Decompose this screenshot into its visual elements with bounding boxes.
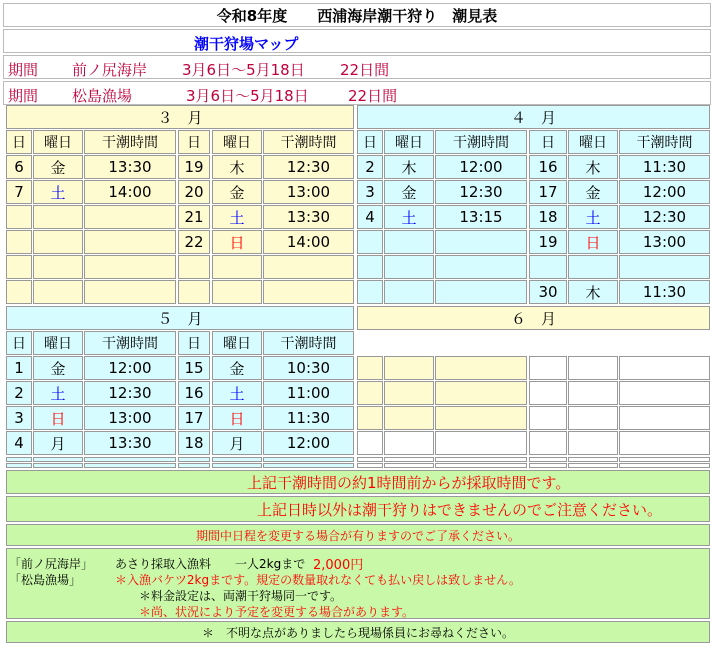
time-cell: 13:00 — [84, 406, 176, 430]
period-row-maenoshiri — [3, 55, 711, 79]
time-cell: 11:30 — [263, 406, 354, 430]
day-cell: 4 — [6, 431, 32, 455]
june-empty-cell — [384, 431, 434, 455]
col-header-day: 日 — [6, 130, 32, 154]
day-cell: 16 — [529, 155, 567, 179]
col-header-day: 日 — [529, 130, 567, 154]
weekday-cell: 金 — [212, 356, 262, 380]
day-cell — [178, 255, 210, 279]
time-cell — [84, 255, 176, 279]
spacer-cell — [84, 457, 176, 462]
col-header-time: 干潮時間 — [263, 331, 354, 355]
col-header-day: 日 — [6, 331, 32, 355]
day-cell — [357, 280, 383, 304]
weekday-cell — [212, 280, 262, 304]
time-cell: 12:30 — [435, 180, 527, 204]
day-cell: 2 — [6, 381, 32, 405]
day-cell — [357, 255, 383, 279]
period-days: 22日間 — [340, 61, 390, 79]
weekday-cell — [33, 280, 83, 304]
time-cell: 11:30 — [619, 155, 710, 179]
day-cell: 22 — [178, 230, 210, 254]
day-cell: 18 — [178, 431, 210, 455]
spacer-cell — [384, 463, 434, 468]
day-cell — [357, 230, 383, 254]
spacer-cell — [263, 463, 354, 468]
fee-place-matsushima: 「松島漁場」 — [9, 573, 82, 587]
period-range: 3月6日～5月18日 — [182, 61, 305, 79]
weekday-cell: 木 — [568, 280, 618, 304]
spacer-cell — [568, 457, 618, 462]
time-cell: 10:30 — [263, 356, 354, 380]
time-cell: 11:30 — [619, 280, 710, 304]
map-bar — [3, 29, 711, 53]
title-bar — [3, 3, 711, 27]
weekday-cell: 金 — [33, 356, 83, 380]
spacer-cell — [212, 457, 262, 462]
june-empty-cell — [568, 431, 618, 455]
day-cell: 30 — [529, 280, 567, 304]
period-row-matsushima — [3, 81, 711, 105]
day-cell: 16 — [178, 381, 210, 405]
time-cell: 12:30 — [619, 205, 710, 229]
june-empty-cell — [357, 381, 383, 405]
month-header-june: ６ 月 — [357, 306, 710, 330]
june-empty-cell — [357, 356, 383, 380]
period-days: 22日間 — [348, 87, 398, 105]
fee-bucket-note: ＊入漁バケツ2kgまです。規定の数量取れなくても払い戻しは致しません。 — [115, 573, 521, 587]
weekday-cell — [33, 255, 83, 279]
weekday-cell — [33, 205, 83, 229]
period-label: 期間 — [8, 87, 39, 105]
fee-same-note: ＊料金設定は、両潮干狩場同一です。 — [139, 589, 343, 603]
june-empty-cell — [568, 356, 618, 380]
weekday-cell — [384, 255, 434, 279]
map-link[interactable]: 潮干狩場マップ — [194, 35, 299, 53]
time-cell — [263, 280, 354, 304]
june-empty-cell — [529, 406, 567, 430]
day-cell: 2 — [357, 155, 383, 179]
june-empty-cell — [435, 431, 527, 455]
day-cell: 7 — [6, 180, 32, 204]
weekday-cell: 日 — [212, 406, 262, 430]
col-header-weekday: 曜日 — [568, 130, 618, 154]
col-header-time: 干潮時間 — [619, 130, 710, 154]
weekday-cell: 土 — [212, 381, 262, 405]
day-cell: 17 — [178, 406, 210, 430]
col-header-weekday: 曜日 — [212, 130, 262, 154]
time-cell: 13:15 — [435, 205, 527, 229]
col-header-day: 日 — [178, 130, 210, 154]
time-cell: 12:00 — [435, 155, 527, 179]
footer-note — [6, 621, 710, 643]
time-cell: 12:30 — [263, 155, 354, 179]
month-header-april: ４ 月 — [357, 105, 710, 129]
day-cell: 21 — [178, 205, 210, 229]
fee-weather-note: ＊尚、状況により予定を変更する場合があります。 — [139, 605, 415, 619]
day-cell — [6, 230, 32, 254]
day-cell: 17 — [529, 180, 567, 204]
weekday-cell: 土 — [212, 205, 262, 229]
day-cell: 18 — [529, 205, 567, 229]
weekday-cell: 金 — [384, 180, 434, 204]
spacer-cell — [178, 463, 210, 468]
time-cell: 14:00 — [84, 180, 176, 204]
weekday-cell — [212, 255, 262, 279]
june-empty-cell — [568, 381, 618, 405]
june-empty-cell — [529, 381, 567, 405]
note-no-digging-text: 上記日時以外は潮干狩りはできませんのでご注意ください。 — [257, 500, 663, 519]
june-empty-cell — [568, 406, 618, 430]
footer-note-text: ＊ 不明な点がありましたら現場係員にお尋ねください。 — [201, 625, 514, 640]
time-cell — [84, 230, 176, 254]
note-no-digging — [6, 496, 710, 522]
note-schedule-change-text: 期間中日程を変更する場合が有りますのでご了承ください。 — [195, 528, 520, 543]
june-empty-cell — [384, 406, 434, 430]
day-cell — [6, 280, 32, 304]
time-cell — [435, 280, 527, 304]
time-cell: 12:00 — [263, 431, 354, 455]
day-cell: 3 — [357, 180, 383, 204]
day-cell — [529, 255, 567, 279]
day-cell: 3 — [6, 406, 32, 430]
fee-place-maenoshiri: 「前ノ尻海岸」 — [9, 557, 94, 571]
spacer-cell — [84, 463, 176, 468]
day-cell: 19 — [178, 155, 210, 179]
spacer-cell — [435, 457, 527, 462]
time-cell: 12:00 — [619, 180, 710, 204]
day-cell — [178, 280, 210, 304]
june-empty-cell — [384, 356, 434, 380]
spacer-cell — [435, 463, 527, 468]
spacer-cell — [357, 463, 383, 468]
col-header-time: 干潮時間 — [84, 331, 176, 355]
weekday-cell — [384, 280, 434, 304]
day-cell: 15 — [178, 356, 210, 380]
june-empty-cell — [529, 356, 567, 380]
june-empty-cell — [529, 431, 567, 455]
june-empty-cell — [384, 381, 434, 405]
weekday-cell: 日 — [568, 230, 618, 254]
day-cell: 6 — [6, 155, 32, 179]
june-empty-cell — [357, 431, 383, 455]
spacer-cell — [529, 457, 567, 462]
weekday-cell: 土 — [384, 205, 434, 229]
fee-label: あさり採取入漁料 一人2kgまで — [115, 557, 306, 571]
weekday-cell: 月 — [33, 431, 83, 455]
fee-amount: 2,000円 — [313, 558, 364, 573]
spacer-cell — [178, 457, 210, 462]
time-cell: 13:30 — [84, 155, 176, 179]
weekday-cell: 月 — [212, 431, 262, 455]
weekday-cell: 木 — [568, 155, 618, 179]
col-header-weekday: 曜日 — [33, 331, 83, 355]
weekday-cell: 木 — [384, 155, 434, 179]
spacer-cell — [6, 457, 32, 462]
col-header-weekday: 曜日 — [212, 331, 262, 355]
time-cell — [435, 230, 527, 254]
fee-block — [6, 548, 710, 619]
weekday-cell: 日 — [212, 230, 262, 254]
time-cell: 12:00 — [84, 356, 176, 380]
june-empty-cell — [619, 431, 710, 455]
spacer-cell — [568, 463, 618, 468]
weekday-cell — [384, 230, 434, 254]
note-schedule-change — [6, 524, 710, 546]
time-cell: 13:00 — [263, 180, 354, 204]
weekday-cell: 金 — [568, 180, 618, 204]
col-header-day: 日 — [178, 331, 210, 355]
day-cell — [6, 255, 32, 279]
day-cell — [6, 205, 32, 229]
note-collection-time — [6, 470, 710, 494]
col-header-weekday: 曜日 — [33, 130, 83, 154]
time-cell — [84, 205, 176, 229]
note-collection-time-text: 上記干潮時間の約1時間前からが採取時間です。 — [247, 473, 571, 492]
period-label: 期間 — [8, 61, 39, 79]
col-header-time: 干潮時間 — [435, 130, 527, 154]
weekday-cell — [33, 230, 83, 254]
period-place: 松島漁場 — [72, 87, 133, 105]
col-header-time: 干潮時間 — [263, 130, 354, 154]
june-empty-cell — [435, 406, 527, 430]
time-cell: 14:00 — [263, 230, 354, 254]
time-cell: 13:30 — [263, 205, 354, 229]
period-place: 前ノ尻海岸 — [72, 61, 148, 79]
time-cell — [435, 255, 527, 279]
june-empty-cell — [435, 356, 527, 380]
month-header-may: ５ 月 — [6, 306, 354, 330]
weekday-cell: 木 — [212, 155, 262, 179]
time-cell — [263, 255, 354, 279]
col-header-day: 日 — [357, 130, 383, 154]
col-header-time: 干潮時間 — [84, 130, 176, 154]
day-cell: 19 — [529, 230, 567, 254]
june-empty-cell — [435, 381, 527, 405]
weekday-cell: 日 — [33, 406, 83, 430]
weekday-cell: 土 — [568, 205, 618, 229]
time-cell: 13:30 — [84, 431, 176, 455]
spacer-cell — [263, 457, 354, 462]
time-cell — [84, 280, 176, 304]
spacer-cell — [6, 463, 32, 468]
spacer-cell — [619, 457, 710, 462]
time-cell: 12:30 — [84, 381, 176, 405]
june-empty-cell — [357, 406, 383, 430]
time-cell — [619, 255, 710, 279]
time-cell: 13:00 — [619, 230, 710, 254]
june-empty-cell — [619, 406, 710, 430]
weekday-cell: 金 — [33, 155, 83, 179]
weekday-cell: 土 — [33, 381, 83, 405]
spacer-cell — [33, 463, 83, 468]
spacer-cell — [619, 463, 710, 468]
spacer-cell — [212, 463, 262, 468]
june-empty-cell — [619, 356, 710, 380]
month-header-march: ３ 月 — [6, 105, 354, 129]
time-cell: 11:00 — [263, 381, 354, 405]
spacer-cell — [357, 457, 383, 462]
spacer-cell — [384, 457, 434, 462]
spacer-cell — [529, 463, 567, 468]
col-header-weekday: 曜日 — [384, 130, 434, 154]
day-cell: 20 — [178, 180, 210, 204]
june-empty-cell — [619, 381, 710, 405]
weekday-cell: 土 — [33, 180, 83, 204]
page-title: 令和8年度 西浦海岸潮干狩り 潮見表 — [216, 6, 498, 25]
weekday-cell — [568, 255, 618, 279]
period-range: 3月6日～5月18日 — [186, 87, 309, 105]
day-cell: 1 — [6, 356, 32, 380]
spacer-cell — [33, 457, 83, 462]
weekday-cell: 金 — [212, 180, 262, 204]
day-cell: 4 — [357, 205, 383, 229]
